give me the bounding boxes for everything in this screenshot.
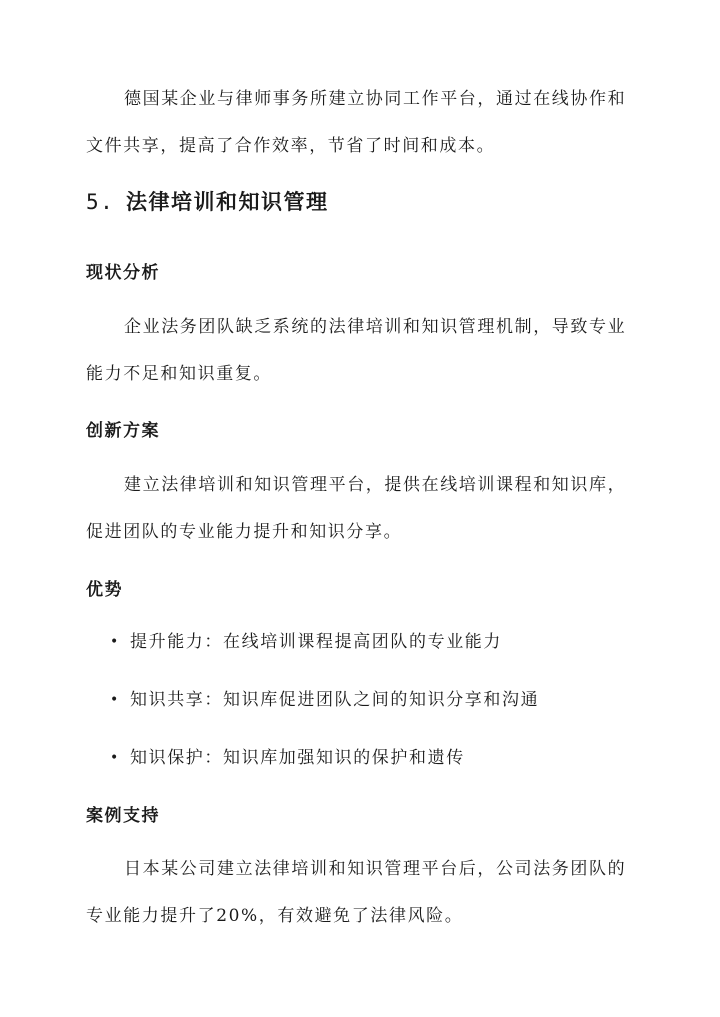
innovation-paragraph: 建立法律培训和知识管理平台，提供在线培训课程和知识库，促进团队的专业能力提升和知识分享。 [86, 475, 627, 542]
bullet-icon: • [110, 750, 120, 766]
list-item-text: 知识保护：知识库加强知识的保护和遗传 [130, 748, 465, 768]
intro-paragraph: 德国某企业与律师事务所建立协同工作平台，通过在线协作和文件共享，提高了合作效率，节省了时间和成本。 [86, 89, 627, 156]
list-item [86, 622, 646, 680]
status-heading: 现状分析 [86, 263, 160, 283]
bullet-icon: • [110, 634, 120, 650]
bullet-icon: • [110, 692, 120, 708]
section-number: 5. [86, 190, 115, 214]
list-item [86, 680, 646, 738]
case-heading: 案例支持 [86, 806, 160, 826]
list-item-text: 提升能力：在线培训课程提高团队的专业能力 [130, 632, 502, 652]
status-paragraph: 企业法务团队缺乏系统的法律培训和知识管理机制，导致专业能力不足和知识重复。 [86, 317, 627, 384]
section-title-text: 法律培训和知识管理 [126, 189, 329, 214]
case-paragraph: 日本某公司建立法律培训和知识管理平台后，公司法务团队的专业能力提升了20%，有效避免了法律风险。 [86, 859, 627, 926]
advantages-heading: 优势 [86, 580, 123, 600]
advantages-list [86, 622, 646, 796]
innovation-heading: 创新方案 [86, 421, 160, 441]
section-title [86, 186, 329, 216]
list-item-text: 知识共享：知识库促进团队之间的知识分享和沟通 [130, 690, 540, 710]
list-item [86, 738, 646, 796]
